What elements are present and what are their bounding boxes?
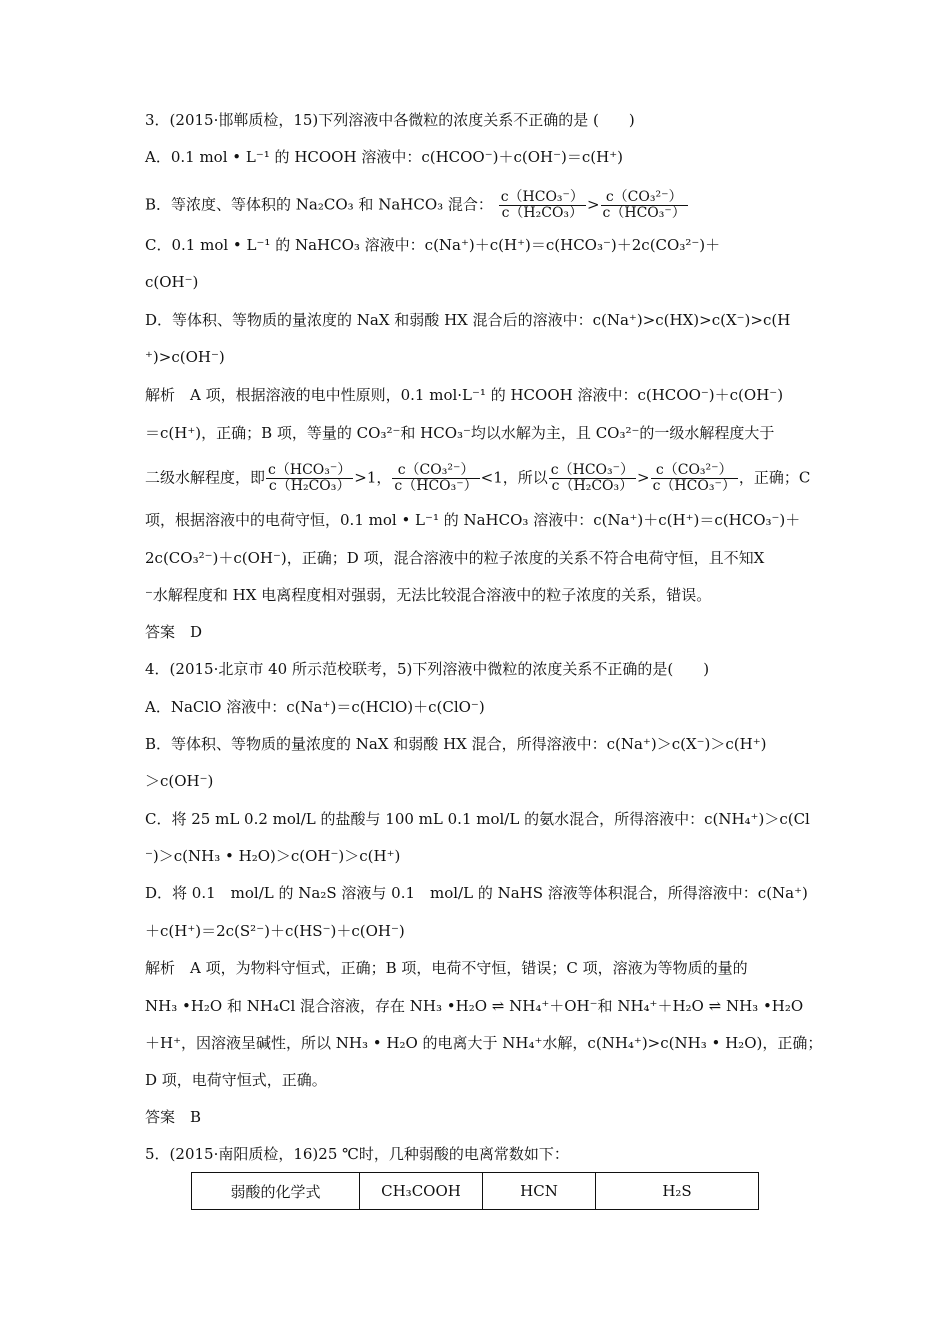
- q3-analysis-5: 2c(CO₃²⁻)＋c(OH⁻)，正确；D 项，混合溶液中的粒子浓度的关系不符合电荷守恒，且不知X: [145, 549, 765, 567]
- q3-option-c-line1: C．0.1 mol • L⁻¹ 的 NaHCO₃ 溶液中：c(Na⁺)＋c(H⁺)＝c(HCO₃⁻)＋2c(CO₃²⁻)＋: [145, 236, 721, 254]
- table-header-cell: H₂S: [596, 1173, 759, 1210]
- q3-option-c-line2: c(OH⁻): [145, 273, 199, 291]
- fraction: $\frac{\text{c（HCO₃⁻）}}{\text{c（H₂CO₃）}}$: [268, 462, 352, 494]
- q3-option-d-line2: ⁺)>c(OH⁻): [145, 348, 225, 366]
- table-header-cell: 弱酸的化学式: [192, 1173, 360, 1210]
- q3-analysis-4: 项，根据溶液中的电荷守恒，0.1 mol • L⁻¹ 的 NaHCO₃ 溶液中：c(Na⁺)＋c(H⁺)＝c(HCO₃⁻)＋: [145, 511, 801, 529]
- q4-option-d-line1: D．将 0.1 mol/L 的 Na₂S 溶液与 0.1 mol/L 的 NaHS 溶液等体积混合，所得溶液中：c(Na⁺): [145, 884, 808, 902]
- fraction: $\frac{\text{c（CO₃²⁻）}}{\text{c（HCO₃⁻）}}$: [652, 462, 736, 494]
- q4-option-c-line2: ⁻)＞c(NH₃ • H₂O)＞c(OH⁻)＞c(H⁺): [145, 847, 401, 865]
- q3-analysis-3: 二级水解程度，即 $\frac{\text{c（HCO₃⁻）}}{\text{c（H₂CO₃）}}$ >1， $\frac{\text{c（CO₃²⁻）}}{\text{c（HCO₃⁻）}}$ <1，所以 $\frac{\text{c（HCO₃⁻）}}{\text{c（H₂CO₃）}}$ > $\frac{\text{c（CO₃²⁻）}}{\text{c（HCO₃⁻）}}$ ，正确；C: [145, 462, 811, 494]
- q4-analysis-2: NH₃ •H₂O 和 NH₄Cl 混合溶液，存在 NH₃ •H₂O ⇌ NH₄⁺＋OH⁻和 NH₄⁺＋H₂O ⇌ NH₃ •H₂O: [145, 997, 804, 1015]
- q3-analysis-1: 解析 A 项，根据溶液的电中性原则，0.1 mol·L⁻¹ 的 HCOOH 溶液中：c(HCOO⁻)＋c(OH⁻): [145, 386, 784, 404]
- q3-option-a: A．0.1 mol • L⁻¹ 的 HCOOH 溶液中：c(HCOO⁻)＋c(OH⁻)＝c(H⁺): [145, 148, 624, 166]
- table-header-cell: HCN: [483, 1173, 596, 1210]
- q4-option-b-line1: B．等体积、等物质的量浓度的 NaX 和弱酸 HX 混合，所得溶液中：c(Na⁺)＞c(X⁻)＞c(H⁺): [145, 735, 767, 753]
- q5-stem: 5．(2015·南阳质检，16)25 ℃时，几种弱酸的电离常数如下：: [145, 1145, 569, 1163]
- q4-stem: 4．(2015·北京市 40 所示范校联考，5)下列溶液中微粒的浓度关系不正确的是( ): [145, 660, 710, 678]
- q4-analysis-4: D 项，电荷守恒式，正确。: [145, 1071, 327, 1089]
- q3-option-d-line1: D．等体积、等物质的量浓度的 NaX 和弱酸 HX 混合后的溶液中：c(Na⁺)>c(HX)>c(X⁻)>c(H: [145, 311, 791, 329]
- q3-analysis-2: ＝c(H⁺)，正确；B 项，等量的 CO₃²⁻和 HCO₃⁻均以水解为主，且 CO₃²⁻的一级水解程度大于: [145, 424, 775, 442]
- fraction: $\frac{\text{c（CO₃²⁻）}}{\text{c（HCO₃⁻）}}$: [394, 462, 478, 494]
- fraction: $\frac{\text{c（HCO₃⁻）}}{\text{c（H₂CO₃）}}$: [550, 462, 635, 494]
- q4-answer: 答案 B: [145, 1108, 202, 1126]
- q3-stem: 3．(2015·邯郸质检，15)下列溶液中各微粒的浓度关系不正确的是 ( ): [145, 111, 635, 129]
- q4-option-d-line2: ＋c(H⁺)＝2c(S²⁻)＋c(HS⁻)＋c(OH⁻): [145, 922, 405, 940]
- q4-analysis-1: 解析 A 项，为物料守恒式，正确；B 项，电荷不守恒，错误；C 项，溶液为等物质的量的: [145, 959, 748, 977]
- acid-constants-table: [191, 1172, 759, 1210]
- q4-option-a: A．NaClO 溶液中：c(Na⁺)＝c(HClO)＋c(ClO⁻): [145, 698, 485, 716]
- q4-analysis-3: ＋H⁺，因溶液呈碱性，所以 NH₃ • H₂O 的电离大于 NH₄⁺水解，c(NH₄⁺)>c(NH₃ • H₂O)，正确；: [145, 1034, 823, 1052]
- table-header-cell: CH₃COOH: [360, 1173, 483, 1210]
- fraction: $\frac{\text{c（CO₃²⁻）}}{\text{c（HCO₃⁻）}}$: [602, 189, 686, 221]
- q4-option-b-line2: ＞c(OH⁻): [145, 772, 214, 790]
- q4-option-c-line1: C．将 25 mL 0.2 mol/L 的盐酸与 100 mL 0.1 mol/L 的氨水混合，所得溶液中：c(NH₄⁺)＞c(Cl: [145, 810, 810, 828]
- q3-answer: 答案 D: [145, 623, 203, 641]
- q3-analysis-6: ⁻水解程度和 HX 电离程度相对强弱，无法比较混合溶液中的粒子浓度的关系，错误。: [145, 586, 712, 604]
- fraction: $\frac{\text{c（HCO₃⁻）}}{\text{c（H₂CO₃）}}$: [500, 189, 584, 221]
- table-row: [192, 1173, 759, 1210]
- q3-option-b: B．等浓度、等体积的 Na₂CO₃ 和 NaHCO₃ 混合： $\frac{\text{c（HCO₃⁻）}}{\text{c（H₂CO₃）}}$ > $\frac{\text{c（CO₃²⁻）}}{\text{c（HCO₃⁻）}}$: [145, 189, 686, 221]
